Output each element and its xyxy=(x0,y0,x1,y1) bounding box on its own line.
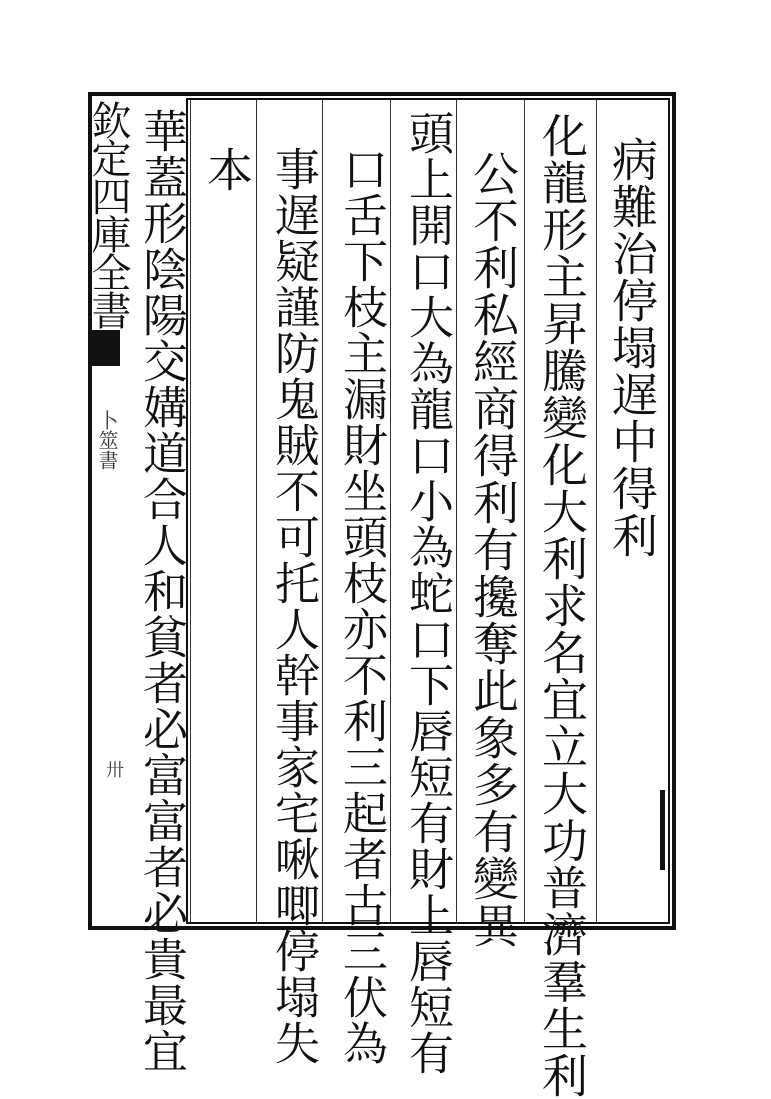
text-column-7: 本 xyxy=(200,146,254,193)
column-rule xyxy=(190,100,191,922)
text-column-4: 頭上開口大為龍口小為蛇口下唇短有財上唇短有 xyxy=(401,110,454,1076)
book-section-label: 卜筮書 xyxy=(95,410,119,470)
column-rule xyxy=(524,100,525,922)
column-rule xyxy=(256,100,257,922)
edge-mark xyxy=(660,790,665,870)
text-column-6: 事遅疑謹防鬼賊不可托人幹事家宅啾唧停塌失 xyxy=(267,146,320,1066)
page-number-mark: 卅 xyxy=(103,760,124,778)
book-title: 欽定四庫全書 xyxy=(85,100,131,328)
column-rule xyxy=(390,100,391,922)
text-column-3: 公不利私經商得利有攙奪此象多有變異 xyxy=(466,150,520,949)
text-column-1: 病難治停塌遅中得利 xyxy=(605,136,659,559)
column-rule xyxy=(322,100,323,922)
fish-tail-mark xyxy=(92,330,120,366)
text-column-8: 華蓋形陰陽交媾道合人和貧者必富富者必貴最宜 xyxy=(135,108,188,1074)
column-rule xyxy=(456,100,457,922)
column-rule xyxy=(596,100,597,922)
text-column-2: 化龍形主昇騰變化大利求名宜立大功普濟羣生利 xyxy=(535,112,589,1099)
text-column-5: 口舌下枝主漏財坐頭枝亦不利三起者古三伏為 xyxy=(335,146,388,1066)
